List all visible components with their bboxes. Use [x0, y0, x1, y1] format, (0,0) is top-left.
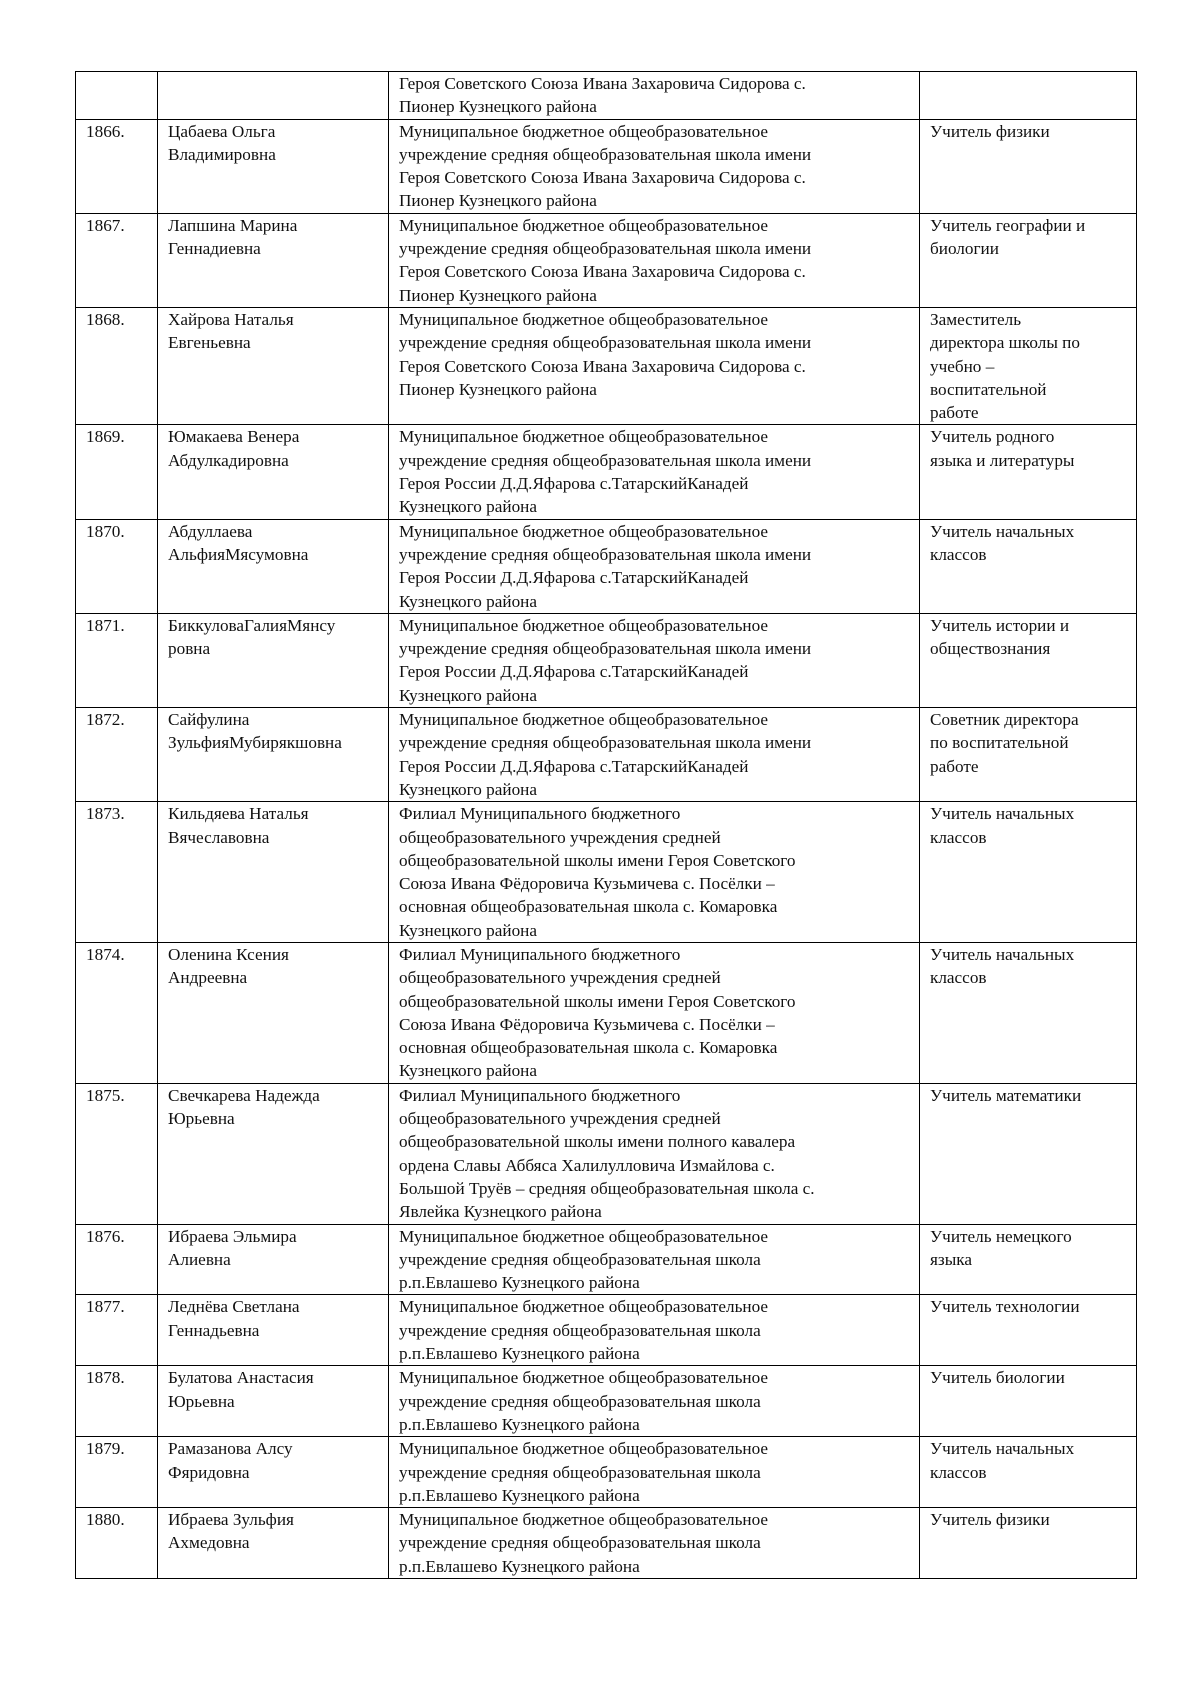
organization-cell: Муниципальное бюджетное общеобразовательное учреждение средняя общеобразовательная школа имени Героя Советского Союза Ивана Захаровича Сидорова с. Пионер Кузнецкого района — [389, 119, 920, 213]
row-number-cell: 1870. — [76, 519, 158, 613]
organization-cell: Филиал Муниципального бюджетного общеобразовательного учреждения средней общеобразовательной школы имени Героя Советского Союза Ивана Фёдоровича Кузьмичева с. Посёлки – основная общеобразовательная школа с. Комаровка Кузнецкого района — [389, 802, 920, 943]
row-number-cell: 1876. — [76, 1224, 158, 1295]
position-cell: Учитель начальных классов — [920, 802, 1137, 943]
person-name-cell: Кильдяева Наталья Вячеславовна — [158, 802, 389, 943]
table-row — [76, 307, 1137, 424]
position-cell: Учитель географии и биологии — [920, 213, 1137, 307]
row-number-cell: 1868. — [76, 307, 158, 424]
row-number-cell: 1866. — [76, 119, 158, 213]
person-name-cell: Хайрова Наталья Евгеньевна — [158, 307, 389, 424]
organization-cell: Муниципальное бюджетное общеобразовательное учреждение средняя общеобразовательная школа р.п.Евлашево Кузнецкого района — [389, 1366, 920, 1437]
person-name-cell: Леднёва Светлана Геннадьевна — [158, 1295, 389, 1366]
table-row — [76, 213, 1137, 307]
position-cell: Учитель физики — [920, 1508, 1137, 1579]
organization-cell: Муниципальное бюджетное общеобразовательное учреждение средняя общеобразовательная школа имени Героя Советского Союза Ивана Захаровича Сидорова с. Пионер Кузнецкого района — [389, 307, 920, 424]
row-number-cell — [76, 72, 158, 120]
person-name-cell: Рамазанова Алсу Фяридовна — [158, 1437, 389, 1508]
position-cell: Учитель начальных классов — [920, 1437, 1137, 1508]
table-row — [76, 72, 1137, 120]
organization-cell: Муниципальное бюджетное общеобразовательное учреждение средняя общеобразовательная школа имени Героя России Д.Д.Яфарова с.ТатарскийКанадей Кузнецкого района — [389, 519, 920, 613]
row-number-cell: 1871. — [76, 613, 158, 707]
row-number-cell: 1867. — [76, 213, 158, 307]
row-number-cell: 1880. — [76, 1508, 158, 1579]
table-row — [76, 1083, 1137, 1224]
organization-cell: Филиал Муниципального бюджетного общеобразовательного учреждения средней общеобразовательной школы имени полного кавалера ордена Славы Аббяса Халилулловича Измайлова с. Большой Труёв – средняя общеобразовательная школа с. Явлейка Кузнецкого района — [389, 1083, 920, 1224]
row-number-cell: 1874. — [76, 942, 158, 1083]
row-number-cell: 1872. — [76, 708, 158, 802]
table-row — [76, 708, 1137, 802]
row-number-cell: 1875. — [76, 1083, 158, 1224]
table-row — [76, 1437, 1137, 1508]
position-cell: Учитель физики — [920, 119, 1137, 213]
organization-cell: Муниципальное бюджетное общеобразовательное учреждение средняя общеобразовательная школа р.п.Евлашево Кузнецкого района — [389, 1224, 920, 1295]
table-row — [76, 119, 1137, 213]
position-cell: Учитель начальных классов — [920, 942, 1137, 1083]
person-name-cell: Оленина Ксения Андреевна — [158, 942, 389, 1083]
table-row — [76, 1224, 1137, 1295]
table-row — [76, 1295, 1137, 1366]
table-row — [76, 519, 1137, 613]
table-row — [76, 1366, 1137, 1437]
table-row — [76, 802, 1137, 943]
organization-cell: Муниципальное бюджетное общеобразовательное учреждение средняя общеобразовательная школа р.п.Евлашево Кузнецкого района — [389, 1437, 920, 1508]
person-name-cell: Абдуллаева АльфияМясумовна — [158, 519, 389, 613]
row-number-cell: 1869. — [76, 425, 158, 519]
organization-cell: Муниципальное бюджетное общеобразовательное учреждение средняя общеобразовательная школа р.п.Евлашево Кузнецкого района — [389, 1295, 920, 1366]
organization-cell: Муниципальное бюджетное общеобразовательное учреждение средняя общеобразовательная школа имени Героя России Д.Д.Яфарова с.ТатарскийКанадей Кузнецкого района — [389, 708, 920, 802]
organization-cell: Филиал Муниципального бюджетного общеобразовательного учреждения средней общеобразовательной школы имени Героя Советского Союза Ивана Фёдоровича Кузьмичева с. Посёлки – основная общеобразовательная школа с. Комаровка Кузнецкого района — [389, 942, 920, 1083]
person-name-cell: Лапшина Марина Геннадиевна — [158, 213, 389, 307]
person-name-cell: Булатова Анастасия Юрьевна — [158, 1366, 389, 1437]
table-row — [76, 613, 1137, 707]
position-cell: Учитель родного языка и литературы — [920, 425, 1137, 519]
position-cell: Учитель немецкого языка — [920, 1224, 1137, 1295]
table-row — [76, 1508, 1137, 1579]
teachers-table — [75, 71, 1137, 1579]
teachers-table-body — [76, 72, 1137, 1579]
organization-cell: Героя Советского Союза Ивана Захаровича Сидорова с. Пионер Кузнецкого района — [389, 72, 920, 120]
row-number-cell: 1877. — [76, 1295, 158, 1366]
position-cell: Заместитель директора школы по учебно – воспитательной работе — [920, 307, 1137, 424]
row-number-cell: 1873. — [76, 802, 158, 943]
position-cell: Учитель технологии — [920, 1295, 1137, 1366]
position-cell — [920, 72, 1137, 120]
table-row — [76, 942, 1137, 1083]
person-name-cell: Юмакаева Венера Абдулкадировна — [158, 425, 389, 519]
table-row — [76, 425, 1137, 519]
row-number-cell: 1878. — [76, 1366, 158, 1437]
row-number-cell: 1879. — [76, 1437, 158, 1508]
organization-cell: Муниципальное бюджетное общеобразовательное учреждение средняя общеобразовательная школа имени Героя России Д.Д.Яфарова с.ТатарскийКанадей Кузнецкого района — [389, 425, 920, 519]
person-name-cell: Цабаева Ольга Владимировна — [158, 119, 389, 213]
position-cell: Учитель начальных классов — [920, 519, 1137, 613]
person-name-cell — [158, 72, 389, 120]
person-name-cell: Ибраева Зульфия Ахмедовна — [158, 1508, 389, 1579]
person-name-cell: Сайфулина ЗульфияМубирякшовна — [158, 708, 389, 802]
position-cell: Учитель математики — [920, 1083, 1137, 1224]
person-name-cell: Ибраева Эльмира Алиевна — [158, 1224, 389, 1295]
organization-cell: Муниципальное бюджетное общеобразовательное учреждение средняя общеобразовательная школа р.п.Евлашево Кузнецкого района — [389, 1508, 920, 1579]
organization-cell: Муниципальное бюджетное общеобразовательное учреждение средняя общеобразовательная школа имени Героя России Д.Д.Яфарова с.ТатарскийКанадей Кузнецкого района — [389, 613, 920, 707]
position-cell: Учитель биологии — [920, 1366, 1137, 1437]
organization-cell: Муниципальное бюджетное общеобразовательное учреждение средняя общеобразовательная школа имени Героя Советского Союза Ивана Захаровича Сидорова с. Пионер Кузнецкого района — [389, 213, 920, 307]
person-name-cell: БиккуловаГалияМянсу ровна — [158, 613, 389, 707]
position-cell: Учитель истории и обществознания — [920, 613, 1137, 707]
position-cell: Советник директора по воспитательной работе — [920, 708, 1137, 802]
person-name-cell: Свечкарева Надежда Юрьевна — [158, 1083, 389, 1224]
